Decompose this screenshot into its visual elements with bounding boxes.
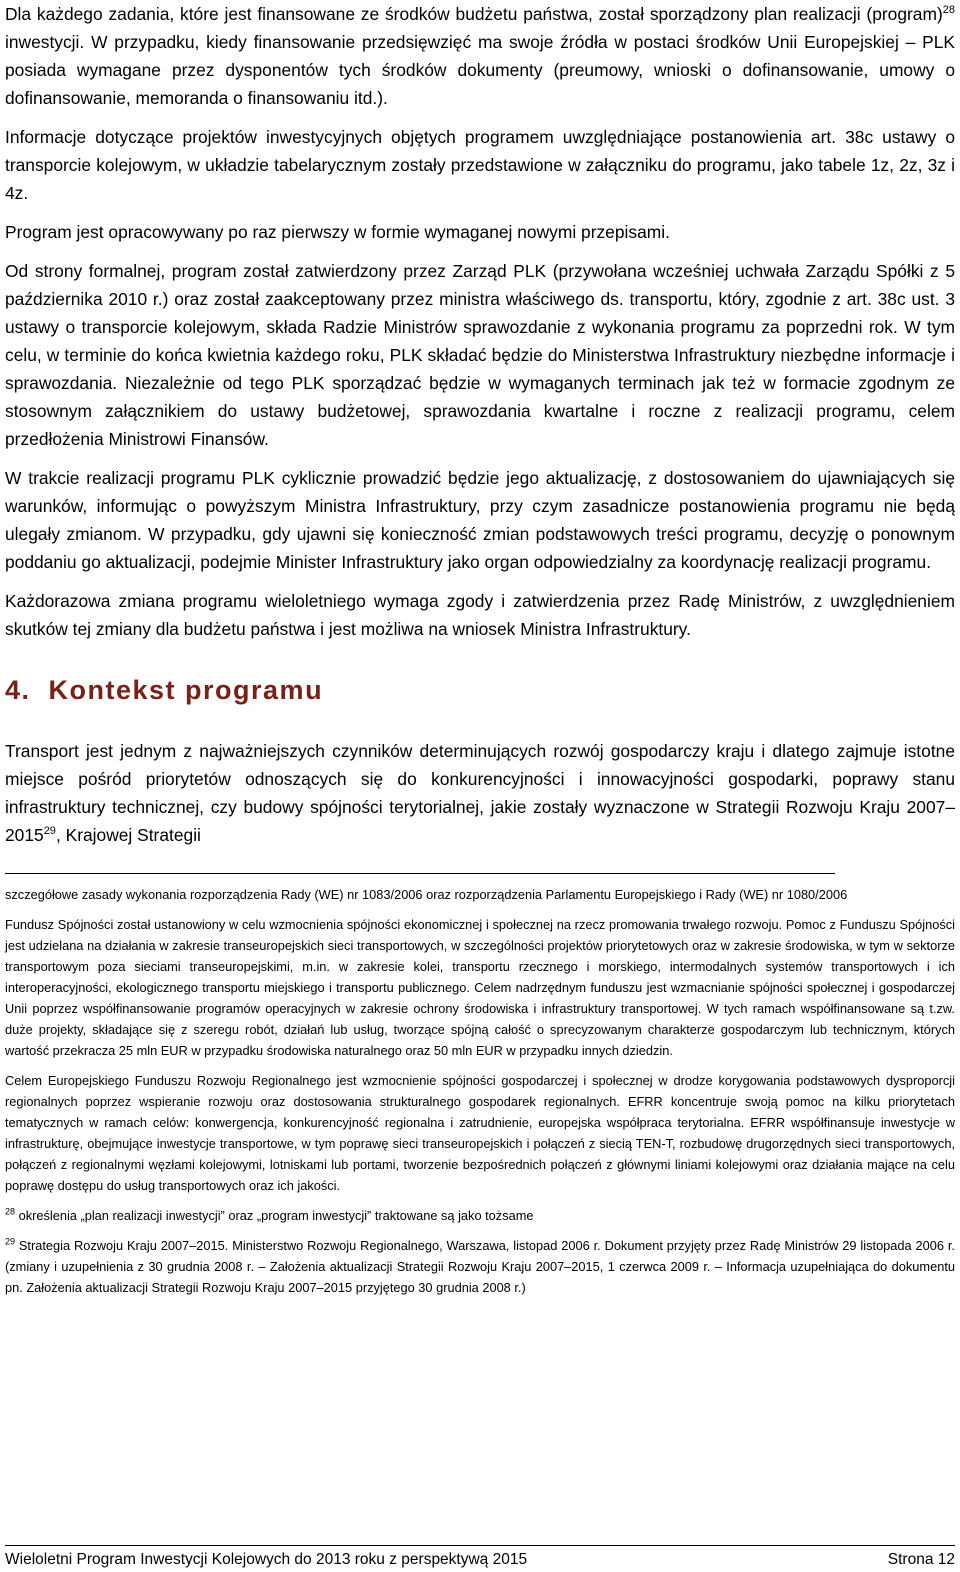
section-heading <box>5 673 955 707</box>
page-footer <box>5 1545 955 1570</box>
paragraph <box>5 123 955 207</box>
text-segment: Transport jest jednym z najważniejszych czynników determinujących rozwój gospodarczy kraju i dlatego zajmuje istotne miejsce pośród priorytetów odnoszących się do konkurencyjności i innowacyjności gospodarki, poprawy stanu infrastruktury technicznej, czy budowy spójności terytorialnej, jakie zostały wyznaczone w Strategii Rozwoju Kraju 2007–2015 <box>5 741 955 845</box>
text-segment: szczegółowe zasady wykonania rozporządzenia Rady (WE) nr 1083/2006 oraz rozporządzenia Parlamentu Europejskiego i Rady (WE) nr 1080/2006 <box>5 887 848 902</box>
footnote <box>5 1205 955 1226</box>
document-page <box>5 0 955 1307</box>
paragraph <box>5 587 955 643</box>
footnote-reference: 28 <box>5 1206 16 1217</box>
text-segment: Celem Europejskiego Funduszu Rozwoju Regionalnego jest wzmocnienie spójności gospodarczej i społecznej w drodze korygowania podstawowych dysproporcji regionalnych poprzez wspieranie rozwoju oraz dostosowania strukturalnego gospodarek regionalnych. EFRR koncentruje swoją pomoc na kilku priorytetach tematycznych w ramach celów: konwergencja, konkurencyjność regionalna i zatrudnienie, europejska współpraca terytorialna. EFRR współfinansuje inwestycje w infrastrukturę, obejmujące inwestycje transportowe, w tym poprawę sieci transeuropejskich i połączeń z siecią TEN-T, rozbudowę drugorzędnych sieci transportowych, połączeń z regionalnymi węzłami kolejowymi, lotniskami lub portami, tworzenie bezpośrednich połączeń z głównymi liniami kolejowymi oraz działania mające na celu poprawę dostępu do usług transportowych oraz ich jakości. <box>5 1073 955 1193</box>
paragraph <box>5 737 955 849</box>
text-segment: Dla każdego zadania, które jest finansowane ze środków budżetu państwa, został sporządzony plan realizacji (program) <box>5 4 943 24</box>
paragraph <box>5 257 955 453</box>
footnote <box>5 1070 955 1196</box>
text-segment: inwestycji. W przypadku, kiedy finansowanie przedsięwzięć ma swoje źródła w postaci środków Unii Europejskiej – PLK posiada wymagane przez dysponentów tych środków dokumenty (preumowy, wnioski o dofinansowanie, umowy o dofinansowanie, memoranda o finansowaniu itd.). <box>5 32 955 108</box>
footnote <box>5 884 955 905</box>
footnote-reference: 28 <box>942 4 955 17</box>
footer-page-number: Strona 12 <box>887 1551 955 1568</box>
section-title: Kontekst programu <box>48 675 324 705</box>
text-segment: Informacje dotyczące projektów inwestycyjnych objętych programem uwzględniające postanowienia art. 38c ustawy o transporcie kolejowym, w układzie tabelarycznym zostały przedstawione w załączniku do programu, jako tabele 1z, 2z, 3z i 4z. <box>5 127 955 203</box>
text-segment: określenia „plan realizacji inwestycji” oraz „program inwestycji” traktowane są jako tożsame <box>15 1208 534 1223</box>
text-segment: Fundusz Spójności został ustanowiony w celu wzmocnienia spójności ekonomicznej i społecznej na rzecz promowania trwałego rozwoju. Pomoc z Funduszu Spójności jest udzielana na działania w zakresie transeuropejskich sieci transportowych, w szczególności projektów priorytetowych oraz w zakresie środowiska, w tym w sektorze transportowym poza sieciami transeuropejskimi, m.in. w zakresie kolei, transportu rzecznego i morskiego, intermodalnych systemów transportowych i ich interoperacyjności, ekologicznego transportu miejskiego i transportu publicznego. Celem nadrzędnym funduszu jest wzmacnianie spójności społecznej i gospodarczej Unii poprzez współfinansowanie programów operacyjnych w zakresie ochrony środowiska i infrastruktury transportowej. W tych ramach współfinansowane są t.zw. duże projekty, składające się z szeregu robót, działań lub usług, tworzące spójną całość o sprecyzowanym charakterze gospodarczym lub technicznym, których wartość przekracza 25 mln EUR w przypadku środowiska naturalnego oraz 50 mln EUR w przypadku innych dziedzin. <box>5 917 955 1058</box>
footnote-reference: 29 <box>5 1236 16 1247</box>
text-segment: W trakcie realizacji programu PLK cyklicznie prowadzić będzie jego aktualizację, z dostosowaniem do ujawniających się warunków, informując o powyższym Ministra Infrastruktury, przy czym zasadnicze postanowienia programu nie będą ulegały zmianom. W przypadku, gdy ujawni się konieczność zmian podstawowych treści programu, decyzję o ponownym poddaniu go aktualizacji, podejmie Minister Infrastruktury jako organ odpowiedzialny za koordynację realizacji programu. <box>5 468 955 572</box>
paragraph <box>5 464 955 576</box>
paragraph <box>5 0 955 112</box>
text-segment: Każdorazowa zmiana programu wieloletniego wymaga zgody i zatwierdzenia przez Radę Ministrów, z uwzględnieniem skutków tej zmiany dla budżetu państwa i jest możliwa na wniosek Ministra Infrastruktury. <box>5 591 955 639</box>
text-segment: Program jest opracowywany po raz pierwszy w formie wymaganej nowymi przepisami. <box>5 222 670 242</box>
text-segment: , Krajowej Strategii <box>55 825 201 845</box>
body-section-top <box>5 0 955 643</box>
footnote-divider <box>5 873 835 874</box>
paragraph <box>5 218 955 246</box>
footnotes-section <box>5 884 955 1298</box>
text-segment: Od strony formalnej, program został zatwierdzony przez Zarząd PLK (przywołana wcześniej uchwała Zarządu Spółki z 5 października 2010 r.) oraz został zaakceptowany przez ministra właściwego ds. transportu, który, zgodnie z art. 38c ust. 3 ustawy o transporcie kolejowym, składa Radzie Ministrów sprawozdanie z wykonania programu za poprzedni rok. W tym celu, w terminie do końca kwietnia każdego roku, PLK składać będzie do Ministerstwa Infrastruktury niezbędne informacje i sprawozdania. Niezależnie od tego PLK sporządzać będzie w wymaganych terminach jak też w formacie zgodnym ze stosownym załącznikiem do ustawy budżetowej, sprawozdania kwartalne i roczne z realizacji programu, celem przedłożenia Ministrowi Finansów. <box>5 261 955 449</box>
body-section-bottom <box>5 737 955 849</box>
footnote <box>5 914 955 1061</box>
section-number: 4. <box>5 675 31 705</box>
footer-document-title: Wieloletni Program Inwestycji Kolejowych do 2013 roku z perspektywą 2015 <box>5 1551 528 1568</box>
footnote-reference: 29 <box>43 825 56 838</box>
text-segment: Strategia Rozwoju Kraju 2007–2015. Ministerstwo Rozwoju Regionalnego, Warszawa, listopad 2006 r. Dokument przyjęty przez Radę Ministrów 29 listopada 2006 r. (zmiany i uzupełnienia z 30 grudnia 2008 r. – Założenia aktualizacji Strategii Rozwoju Kraju 2007–2015, 1 czerwca 2009 r. – Informacja uzupełniająca do dokumentu pn. Założenia aktualizacji Strategii Rozwoju Kraju 2007–2015 przyjętego 30 grudnia 2008 r.) <box>5 1238 955 1295</box>
footnote <box>5 1235 955 1298</box>
